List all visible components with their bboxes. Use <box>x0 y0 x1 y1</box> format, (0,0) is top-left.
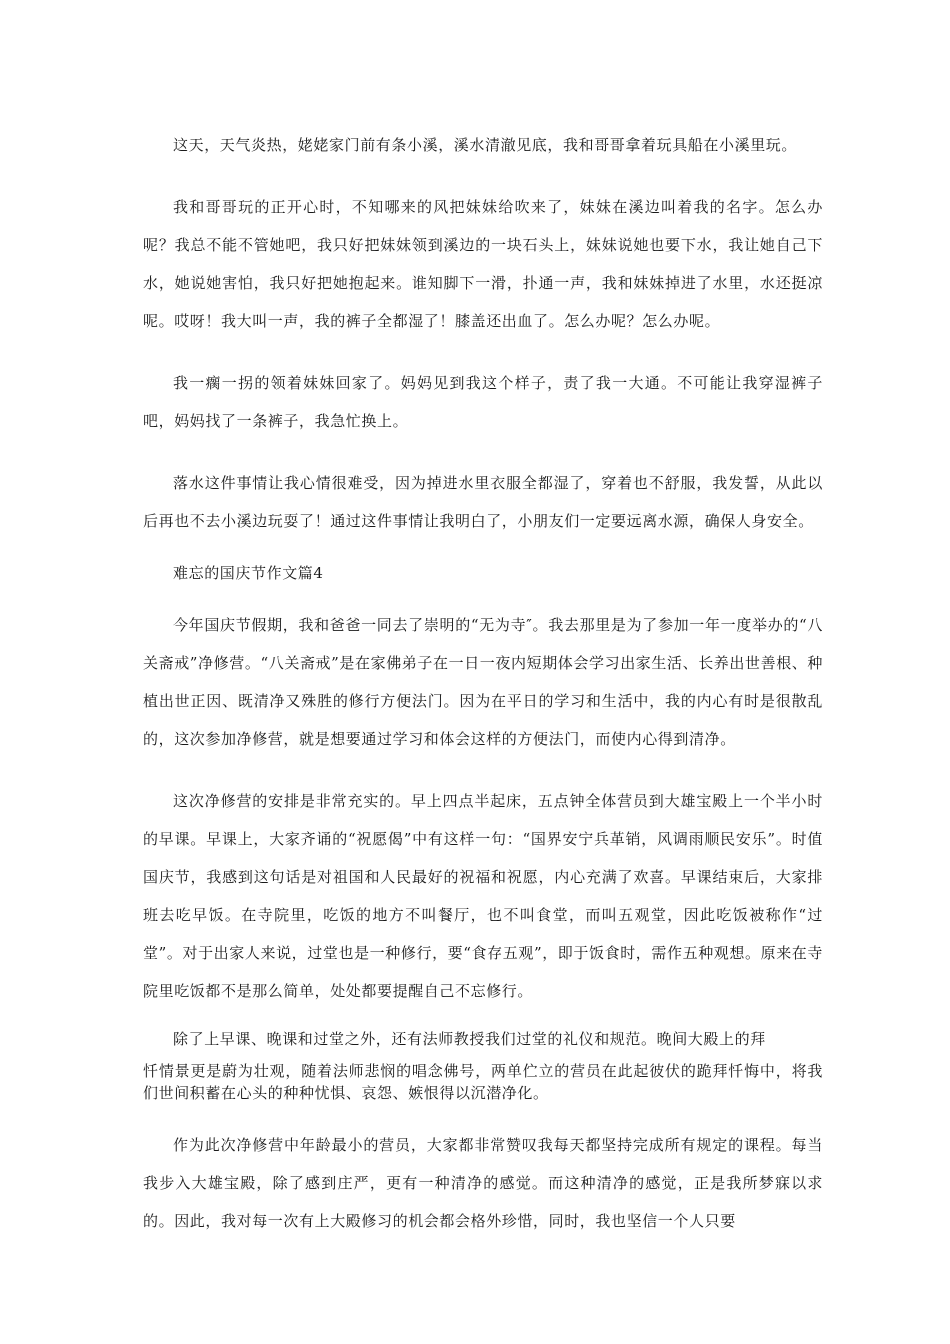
paragraph-2: 我和哥哥玩的正开心时，不知哪来的风把妹妹给吹来了，妹妹在溪边叫着我的名字。怎么办呢？我总不能不管她吧，我只好把妹妹领到溪边的一块石头上，妹妹说她也要下水，我让她自己下水，她说她害怕，我只好把她抱起来。谁知脚下一滑，扑通一声，我和妹妹掉进了水里，水还挺凉呢。哎呀！我大叫一声，我的裤子全都湿了！膝盖还出血了。怎么办呢？怎么办呢。 <box>143 198 823 330</box>
paragraph-3: 我一瘸一拐的领着妹妹回家了。妈妈见到我这个样子，责了我一大通。不可能让我穿湿裤子吧，妈妈找了一条裤子，我急忙换上。 <box>143 374 823 430</box>
section-paragraph-1: 今年国庆节假期，我和爸爸一同去了崇明的“无为寺″。我去那里是为了参加一年一度举办的“八关斋戒”净修营。“八关斋戒”是在家佛弟子在一日一夜内短期体会学习出家生活、长养出世善根、种植出世正因、既清净又殊胜的修行方便法门。因为在平日的学习和生活中，我的内心有时是很散乱的，这次参加净修营，就是想要通过学习和体会这样的方便法门，而使内心得到清净。 <box>143 616 824 748</box>
section-paragraph-3 <box>143 1020 823 1104</box>
section-paragraph-3-rest: 忏情景更是蔚为壮观，随着法师悲悯的唱念佛号，两单伫立的营员在此起彼伏的跪拜忏悔中，将我们世间积蓄在心头的种种忧惧、哀怨、嫉恨得以沉潜净化。 <box>143 1062 823 1102</box>
paragraph-4: 落水这件事情让我心情很难受，因为掉进水里衣服全都湿了，穿着也不舒服，我发誓，从此以后再也不去小溪边玩耍了！通过这件事情让我明白了，小朋友们一定要远离水源，确保人身安全。 <box>143 474 823 530</box>
section-heading: 难忘的国庆节作文篇4 <box>173 564 324 582</box>
section-paragraph-4: 作为此次净修营中年龄最小的营员，大家都非常赞叹我每天都坚持完成所有规定的课程。每当我步入大雄宝殿，除了感到庄严，更有一种清净的感觉。而这种清净的感觉，正是我所梦寐以求的。因此，我对每一次有上大殿修习的机会都会格外珍惜，同时，我也坚信一个人只要 <box>143 1136 823 1230</box>
document-page <box>143 126 823 1264</box>
section-paragraph-2: 这次净修营的安排是非常充实的。早上四点半起床，五点钟全体营员到大雄宝殿上一个半小时的早课。早课上，大家齐诵的“祝愿偈”中有这样一句：“国界安宁兵革销，风调雨顺民安乐”。时值国庆节，我感到这句话是对祖国和人民最好的祝福和祝愿，内心充满了欢喜。早课结束后，大家排班去吃早饭。在寺院里，吃饭的地方不叫餐厅，也不叫食堂，而叫五观堂，因此吃饭被称作“过堂”。对于出家人来说，过堂也是一种修行，要“食存五观”，即于饭食时，需作五种观想。原来在寺院里吃饭都不是那么简单，处处都要提醒自己不忘修行。 <box>143 792 824 1000</box>
paragraph-1: 这天，天气炎热，姥姥家门前有条小溪，溪水清澈见底，我和哥哥拿着玩具船在小溪里玩。 <box>173 136 798 154</box>
section-paragraph-3-first-line: 除了上早课、晚课和过堂之外，还有法师教授我们过堂的礼仪和规范。晚间大殿上的拜 <box>173 1030 766 1048</box>
